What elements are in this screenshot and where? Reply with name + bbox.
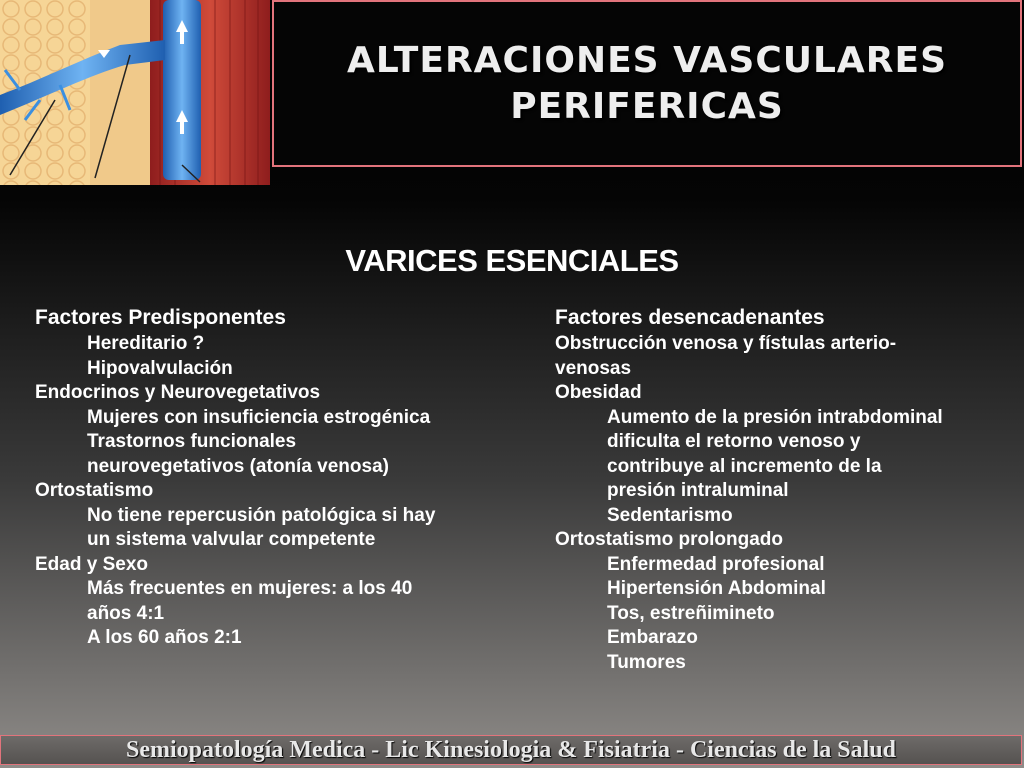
right-list-item: Tos, estreñimineto <box>607 602 775 624</box>
left-list <box>35 332 535 651</box>
footer-text: Semiopatología Medica - Lic Kinesiologia & Fisiatria - Ciencias de la Salud <box>126 736 896 763</box>
left-list-item: Hipovalvulación <box>87 357 233 379</box>
right-list-item: presión intraluminal <box>607 480 789 501</box>
vein-illustration-icon <box>0 0 270 185</box>
left-list-item: No tiene repercusión patológica si hay <box>87 504 436 526</box>
title-line-1: ALTERACIONES VASCULARES <box>346 39 948 81</box>
right-list-item: Obstrucción venosa y fístulas arterio- <box>555 333 897 354</box>
left-list-item: Trastornos funcionales <box>87 431 297 452</box>
right-list <box>555 332 1021 675</box>
left-list-item: Mujeres con insuficiencia estrogénica <box>87 406 431 428</box>
left-list-item: Edad y Sexo <box>35 553 148 575</box>
right-heading: Factores desencadenantes <box>555 306 825 329</box>
right-column <box>555 305 1021 675</box>
vein-illustration <box>0 0 270 185</box>
right-list-item: Obesidad <box>555 382 642 403</box>
right-list-item: contribuye al incremento de la <box>607 455 882 477</box>
left-list-item: A los 60 años 2:1 <box>87 627 242 648</box>
right-list-item: Sedentarismo <box>607 504 733 526</box>
right-list-item: Enfermedad profesional <box>607 553 825 575</box>
left-list-item: Ortostatismo <box>35 480 154 501</box>
left-list-item: Endocrinos y Neurovegetativos <box>35 382 321 403</box>
section-subtitle: VARICES ESENCIALES <box>345 243 679 278</box>
left-list-item: Más frecuentes en mujeres: a los 40 <box>87 578 413 599</box>
right-list-item: Aumento de la presión intrabdominal <box>607 406 943 428</box>
title-box <box>272 0 1022 167</box>
right-list-item: dificulta el retorno venoso y <box>607 431 861 452</box>
right-list-item: venosas <box>555 357 632 379</box>
right-list-item: Embarazo <box>607 627 698 648</box>
left-list-item: años 4:1 <box>87 602 165 624</box>
left-list-item: un sistema valvular competente <box>87 529 376 550</box>
left-list-item: Hereditario ? <box>87 333 205 354</box>
right-list-item: Tumores <box>607 651 686 673</box>
left-heading: Factores Predisponentes <box>35 306 286 329</box>
footer-banner <box>0 735 1022 765</box>
left-column <box>35 305 535 651</box>
right-list-item: Hipertensión Abdominal <box>607 578 826 599</box>
title-line-2: PERIFERICAS <box>510 85 784 127</box>
left-list-item: neurovegetativos (atonía venosa) <box>87 455 389 477</box>
page-title <box>347 38 947 130</box>
right-list-item: Ortostatismo prolongado <box>555 529 783 550</box>
